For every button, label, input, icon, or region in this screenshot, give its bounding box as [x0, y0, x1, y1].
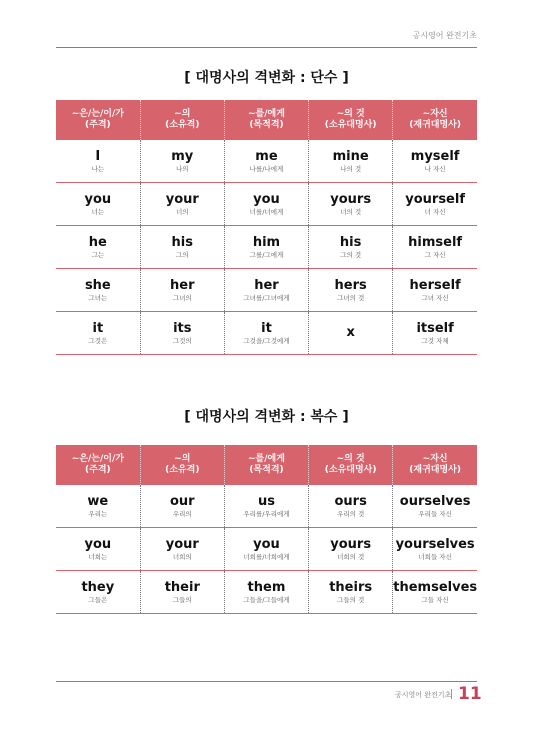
table-cell: [309, 226, 393, 269]
pronoun-word: me: [255, 148, 278, 164]
korean-gloss: 나의 것: [340, 164, 362, 173]
table-cell: [224, 183, 308, 226]
table-cell: [393, 226, 477, 269]
pronoun-word: themselves: [393, 579, 478, 595]
table-cell: [140, 485, 224, 528]
table-cell: [224, 269, 308, 312]
table-cell: [224, 571, 308, 614]
table-cell: [140, 312, 224, 355]
table-cell: [56, 183, 140, 226]
pronoun-word: your: [165, 191, 199, 207]
pronoun-word: ours: [334, 493, 367, 509]
table-cell: [393, 183, 477, 226]
pronoun-word: theirs: [329, 579, 373, 595]
table-cell: [56, 226, 140, 269]
page-number: 11: [458, 684, 482, 704]
pronoun-word: your: [165, 536, 199, 552]
pronoun-word: x: [346, 325, 355, 340]
table-row: [56, 269, 477, 312]
korean-gloss: 나는: [91, 164, 105, 173]
table-row: [56, 571, 477, 614]
korean-gloss: 그들의: [172, 595, 192, 604]
pronoun-word: you: [253, 536, 280, 552]
table-cell: [140, 269, 224, 312]
pronoun-word: she: [84, 277, 111, 293]
table-cell: [309, 528, 393, 571]
korean-gloss: 우리는: [88, 509, 108, 518]
korean-gloss: 그 자신: [424, 250, 446, 259]
table-header-row: [56, 100, 477, 140]
table-cell: [393, 312, 477, 355]
table-cell: [56, 269, 140, 312]
table-cell: [309, 183, 393, 226]
korean-gloss: 그는: [91, 250, 105, 259]
korean-gloss: 나의: [176, 164, 189, 173]
pronoun-word: they: [81, 579, 115, 595]
running-footer: 공시영어 완전기초: [395, 691, 452, 699]
table-cell: [140, 528, 224, 571]
table-row: [56, 140, 477, 183]
korean-gloss: 그것을/그것에게: [243, 336, 290, 345]
korean-gloss: 나를/나에게: [249, 164, 284, 173]
korean-gloss: 그들 자신: [421, 595, 449, 604]
pronoun-word: his: [339, 234, 362, 250]
section-title-singular: [ 대명사의 격변화 : 단수 ]: [184, 70, 349, 86]
korean-gloss: 그녀는: [88, 293, 108, 302]
table-cell: [140, 140, 224, 183]
korean-gloss: 그것은: [88, 336, 108, 345]
pronoun-word: us: [257, 493, 275, 509]
korean-gloss: 나 자신: [424, 164, 446, 173]
column-header: ~를/에게 (목적격): [224, 100, 308, 140]
column-header: ~은/는/이/가 (주격): [56, 100, 140, 140]
table-cell: [56, 528, 140, 571]
pronoun-word: itself: [416, 320, 454, 336]
pronoun-word: her: [254, 277, 279, 293]
table-cell: [224, 528, 308, 571]
pronoun-word: myself: [410, 148, 460, 164]
pronoun-table-plural: [56, 445, 477, 614]
korean-gloss: 우리를/우리에게: [243, 509, 290, 518]
table-cell: [393, 140, 477, 183]
pronoun-word: its: [173, 320, 192, 336]
header-divider: [56, 47, 477, 48]
table-cell: [140, 226, 224, 269]
table-cell: [224, 485, 308, 528]
table-cell: [309, 485, 393, 528]
pronoun-word: our: [169, 493, 195, 509]
korean-gloss: 너를/너에게: [249, 207, 284, 216]
pronoun-word: yourself: [405, 191, 465, 207]
korean-gloss: 너희는: [88, 552, 108, 561]
korean-gloss: 그녀의 것: [337, 293, 365, 302]
pronoun-word: their: [164, 579, 200, 595]
table-cell: [393, 269, 477, 312]
pronoun-word: mine: [332, 148, 369, 164]
pronoun-table-singular: [56, 100, 477, 355]
korean-gloss: 그의 것: [340, 250, 362, 259]
table-cell: [309, 269, 393, 312]
footer-divider: [56, 681, 477, 682]
table-cell: [309, 312, 393, 355]
korean-gloss: 너는: [91, 207, 105, 216]
pronoun-word: hers: [334, 277, 367, 293]
pronoun-word: him: [252, 234, 281, 250]
pronoun-word: yours: [330, 191, 372, 207]
korean-gloss: 그들의 것: [337, 595, 365, 604]
pronoun-word: her: [170, 277, 195, 293]
table-cell: [56, 571, 140, 614]
korean-gloss: 우리들 자신: [418, 509, 452, 518]
table-cell: [140, 183, 224, 226]
table-cell: [393, 485, 477, 528]
table-row: [56, 226, 477, 269]
pronoun-word: we: [87, 493, 109, 509]
korean-gloss: 너희의: [172, 552, 192, 561]
table-cell: [224, 312, 308, 355]
korean-gloss: 그녀 자신: [421, 293, 449, 302]
korean-gloss: 너희들 자신: [418, 552, 452, 561]
korean-gloss: 그것 자체: [421, 336, 449, 345]
korean-gloss: 그녀의: [172, 293, 192, 302]
pronoun-word: his: [171, 234, 193, 250]
table-cell: [224, 140, 308, 183]
section-title-plural: [ 대명사의 격변화 : 복수 ]: [184, 409, 349, 425]
running-header: 공시영어 완전기초: [412, 31, 477, 40]
table-row: [56, 312, 477, 355]
table-row: [56, 528, 477, 571]
pronoun-word: herself: [409, 277, 461, 293]
korean-gloss: 그들을/그들에게: [243, 595, 290, 604]
pronoun-word: yours: [330, 536, 372, 552]
korean-gloss: 우리의 것: [337, 509, 365, 518]
pronoun-word: my: [171, 148, 194, 164]
table-cell: [56, 140, 140, 183]
pronoun-word: I: [95, 148, 101, 164]
column-header: ~자신 (재귀대명사): [393, 100, 477, 140]
pronoun-word: you: [84, 191, 112, 207]
column-header: ~의 것 (소유대명사): [309, 445, 393, 485]
table-cell: [393, 528, 477, 571]
pronoun-word: yourselves: [395, 536, 475, 552]
pronoun-word: it: [92, 320, 104, 336]
table-cell: [56, 312, 140, 355]
korean-gloss: 그들은: [88, 595, 108, 604]
table-cell: [140, 571, 224, 614]
korean-gloss: 그를/그에게: [249, 250, 284, 259]
column-header: ~의 것 (소유대명사): [309, 100, 393, 140]
footer-separator: [451, 689, 452, 699]
korean-gloss: 그것의: [172, 336, 192, 345]
table-cell: [309, 140, 393, 183]
table-cell: [224, 226, 308, 269]
table-cell: [56, 485, 140, 528]
korean-gloss: 너의: [176, 207, 189, 216]
korean-gloss: 너의 것: [340, 207, 362, 216]
table-row: [56, 485, 477, 528]
korean-gloss: 그녀를/그녀에게: [243, 293, 290, 302]
pronoun-word: he: [88, 234, 107, 250]
column-header: ~자신 (재귀대명사): [393, 445, 477, 485]
table-cell: [309, 571, 393, 614]
table-cell: [393, 571, 477, 614]
pronoun-word: you: [253, 191, 280, 207]
column-header: ~를/에게 (목적격): [224, 445, 308, 485]
table-row: [56, 183, 477, 226]
korean-gloss: 너 자신: [424, 207, 446, 216]
pronoun-word: it: [261, 320, 272, 336]
column-header: ~의 (소유격): [140, 100, 224, 140]
column-header: ~은/는/이/가 (주격): [56, 445, 140, 485]
pronoun-word: you: [84, 536, 112, 552]
korean-gloss: 너희를/너희에게: [243, 552, 290, 561]
korean-gloss: 그의: [176, 250, 189, 259]
pronoun-word: them: [247, 579, 286, 595]
table-header-row: [56, 445, 477, 485]
pronoun-word: himself: [408, 234, 463, 250]
korean-gloss: 너희의 것: [337, 552, 365, 561]
korean-gloss: 우리의: [172, 509, 192, 518]
column-header: ~의 (소유격): [140, 445, 224, 485]
pronoun-word: ourselves: [399, 493, 471, 509]
